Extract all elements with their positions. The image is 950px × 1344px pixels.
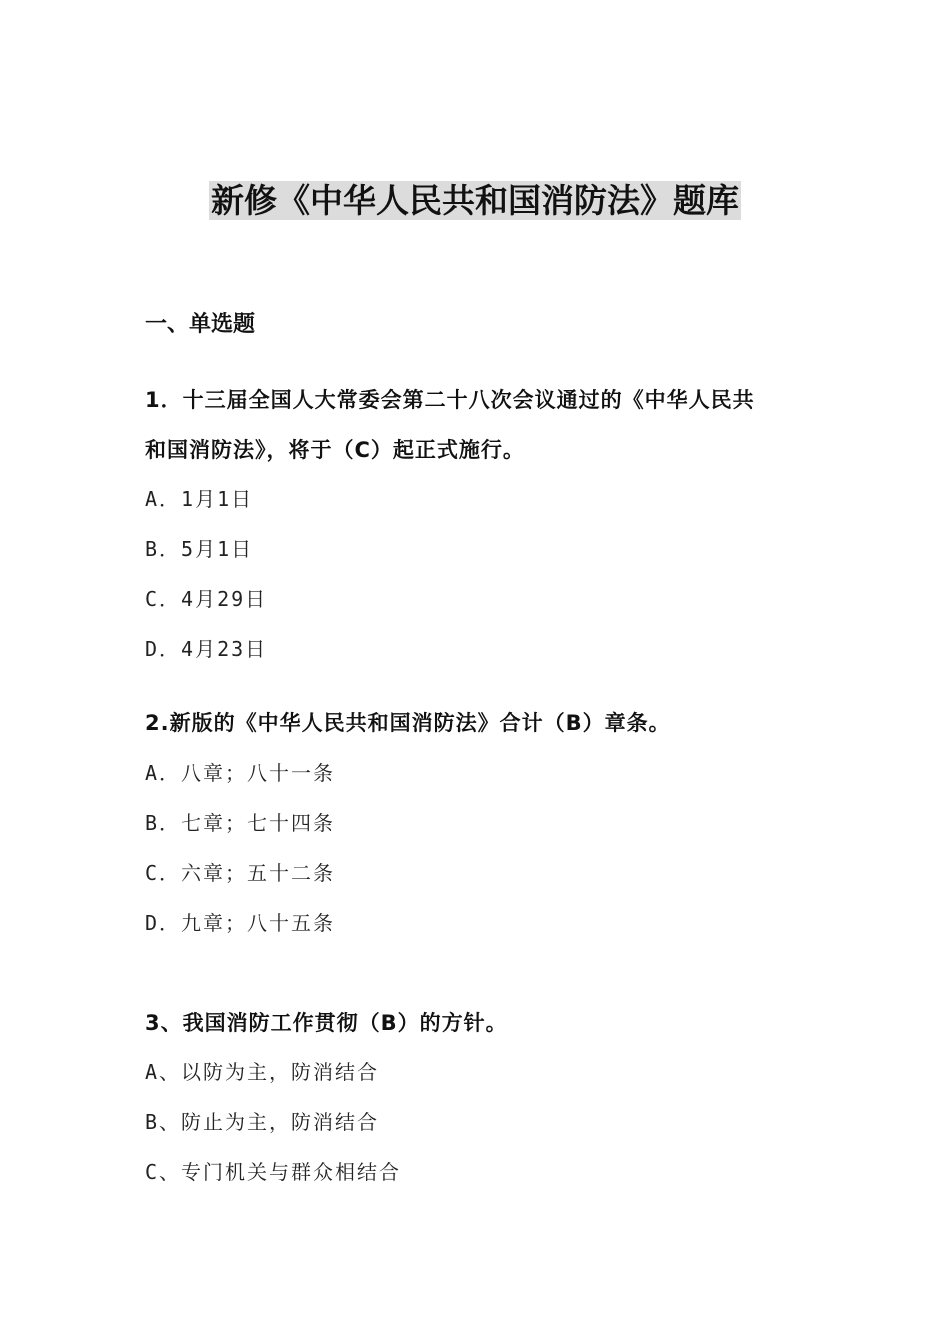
question-2-option-d: D．九章；八十五条 bbox=[145, 911, 336, 935]
question-1-option-d: D．4月23日 bbox=[145, 637, 268, 661]
question-2-stem bbox=[145, 698, 825, 748]
question-1-option-a: A．1月1日 bbox=[145, 487, 254, 511]
question-3-option-b: B、防止为主，防消结合 bbox=[145, 1110, 380, 1134]
question-1-stem-line-1: 1．十三届全国人大常委会第二十八次会议通过的《中华人民共 bbox=[145, 388, 755, 412]
question-2-stem-line-1: 2.新版的《中华人民共和国消防法》合计（B）章条。 bbox=[145, 711, 671, 735]
question-1-stem-line-2: 和国消防法》，将于（C）起正式施行。 bbox=[145, 438, 525, 462]
question-1-stem bbox=[145, 375, 825, 475]
question-2-option-a: A．八章；八十一条 bbox=[145, 761, 336, 785]
question-3-stem bbox=[145, 998, 825, 1048]
question-3-stem-line-1: 3、我国消防工作贯彻（B）的方针。 bbox=[145, 1011, 508, 1035]
question-3-option-a: A、以防为主，防消结合 bbox=[145, 1060, 380, 1084]
question-1-option-b: B．5月1日 bbox=[145, 537, 254, 561]
section-heading: 一、单选题 bbox=[145, 312, 256, 337]
document-title bbox=[0, 176, 950, 226]
question-1-option-c: C．4月29日 bbox=[145, 587, 268, 611]
question-3-option-c: C、专门机关与群众相结合 bbox=[145, 1160, 402, 1184]
question-2-option-c: C．六章；五十二条 bbox=[145, 861, 336, 885]
document-title-text: 新修《中华人民共和国消防法》题库 bbox=[211, 181, 739, 220]
question-2-option-b: B．七章；七十四条 bbox=[145, 811, 336, 835]
